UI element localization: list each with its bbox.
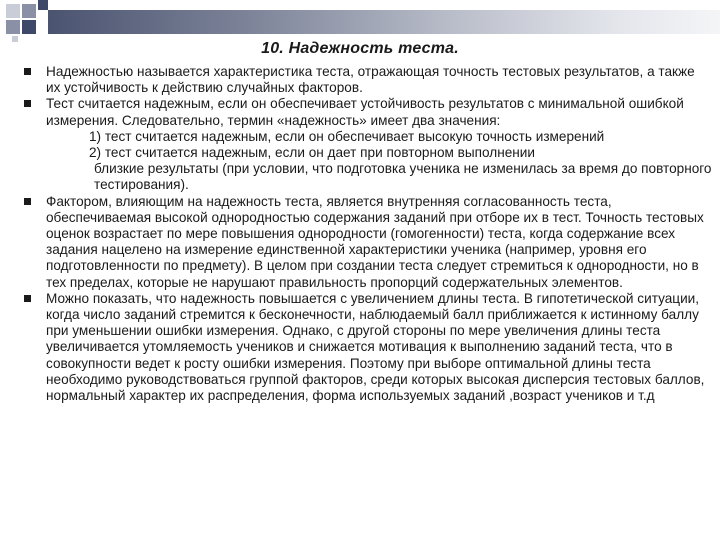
list-item xyxy=(22,64,712,96)
meaning-second-a: 2) тест считается надежным, если он дает при повторном выполнении xyxy=(89,145,535,161)
slide-title: 10. Надежность теста. xyxy=(261,40,459,57)
square-bullet-icon xyxy=(24,198,31,205)
decor-square xyxy=(38,0,48,10)
list-item xyxy=(22,96,712,128)
slide-content xyxy=(22,64,712,404)
meaning-first: 1) тест считается надежным, если он обеспечивает высокую точность измерений xyxy=(89,128,605,144)
list-item-text: Тест считается надежным, если он обеспечивает устойчивость результатов с минимальной ошибкой измерения. Следовательно, термин «надежность» имеет два значения: xyxy=(46,96,684,128)
list-item-text: Надежностью называется характеристика теста, отражающая точность тестовых результатов, а также их устойчивость к действию случайных факторов. xyxy=(46,64,695,96)
square-bullet-icon xyxy=(24,68,31,75)
list-item-text: Можно показать, что надежность повышается с увеличением длины теста. В гипотетической ситуации, когда число заданий стремится к бесконечности, наблюдаемый балл приближается к истинному баллу при уменьшении ошибки измерения. Однако, с другой стороны по мере увеличения длины теста увеличивается утомляемость учеников и снижается мотивация к выполнению заданий теста, что в совокупности ведет к росту ошибки измерения. Поэтому при выборе оптимальной длины теста необходимо руководствоваться группой факторов, среди которых высокая дисперсия тестовых баллов, нормальный характер их распределения, форма используемых заданий ,возраст учеников и т.д xyxy=(46,290,705,404)
list-item xyxy=(22,194,712,291)
decor-square xyxy=(22,20,36,34)
decor-square xyxy=(22,4,36,18)
header-decoration xyxy=(0,0,720,44)
square-bullet-icon xyxy=(24,100,31,107)
list-item xyxy=(22,291,712,404)
square-bullet-icon xyxy=(24,295,31,302)
meaning-second-b: близкие результаты (при условии, что подготовка ученика не изменилась за время до повторного тестирования). xyxy=(94,161,712,193)
decor-square xyxy=(6,4,20,18)
header-gradient-bar xyxy=(48,10,720,34)
list-item-text: Фактором, влияющим на надежность теста, является внутренняя согласованность теста, обеспечиваемая высокой однородностью содержания заданий при отборе их в тест. Точность тестовых оценок возрастает по мере повышения однородности (гомогенности) теста, когда содержание всех задания нацелено на измерение единственной характеристики ученика (например, уровня его подготовленности по предмету). В целом при создании теста следует стремиться к однородности, но в тех пределах, которые не нарушают правильность пропорций содержательных элементов. xyxy=(46,193,704,290)
decor-square xyxy=(6,20,20,34)
